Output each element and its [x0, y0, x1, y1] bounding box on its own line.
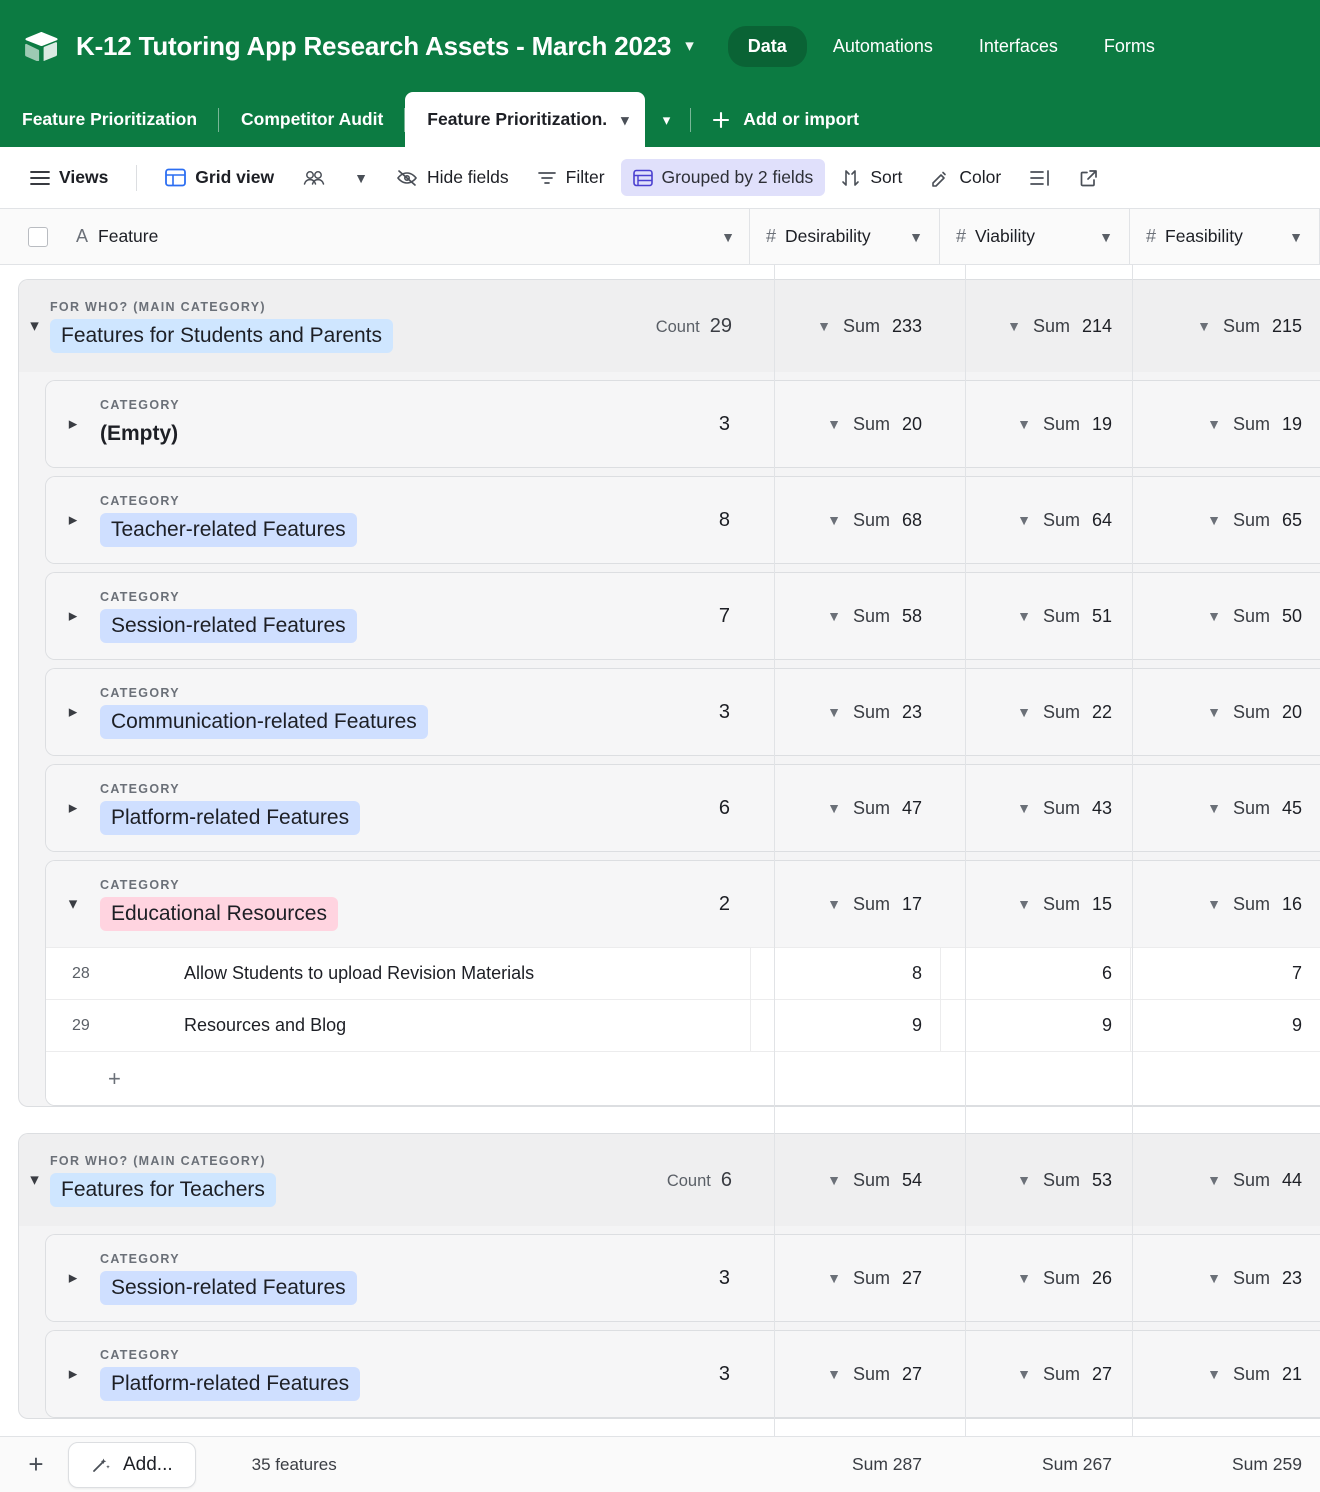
nav-item-interfaces[interactable]: Interfaces [978, 35, 1058, 56]
add-with-ai-button[interactable] [68, 1442, 196, 1488]
chevron-down-icon: ▼ [1207, 1270, 1221, 1286]
chevron-down-icon: ▼ [1017, 896, 1031, 912]
subgroup-sum-viability[interactable] [940, 1331, 1130, 1417]
subgroup-field-name: CATEGORY [100, 781, 180, 796]
subgroup-header[interactable] [46, 1235, 1320, 1321]
subgroup-header[interactable] [46, 765, 1320, 851]
sum-label: Sum [1042, 797, 1080, 818]
chevron-down-icon: ▼ [1207, 416, 1221, 432]
checkbox-icon [28, 227, 48, 247]
add-or-import-button[interactable] [693, 92, 877, 147]
tab-feature-prioritization[interactable] [0, 92, 219, 147]
sum-value: 54 [901, 1169, 922, 1190]
chevron-down-icon: ▼ [1017, 800, 1031, 816]
chevron-down-icon: ▼ [827, 704, 841, 720]
grid-view-label: Grid view [195, 167, 275, 187]
group-button[interactable] [621, 159, 826, 196]
group-value-pill: Features for Students and Parents [50, 319, 393, 353]
plus-icon: + [108, 1065, 121, 1091]
top-nav [728, 26, 1175, 67]
add-or-import-label: Add or import [743, 109, 859, 129]
sum-value: 21 [1281, 1363, 1302, 1384]
subgroup-field-name: CATEGORY [100, 493, 180, 508]
sort-button[interactable] [829, 159, 914, 196]
sum-label: Sum [1222, 315, 1260, 336]
subgroup-expand-toggle[interactable]: ▸ [68, 1364, 78, 1383]
sum-label: Sum [1232, 509, 1270, 530]
grid-column-header [0, 209, 1320, 265]
sum-value: 45 [1281, 797, 1302, 818]
row-viability[interactable]: 9 [940, 1000, 1130, 1051]
color-label: Color [959, 167, 1002, 187]
eye-slash-icon [396, 169, 418, 187]
sum-label: Sum [842, 315, 880, 336]
select-all-checkbox[interactable] [0, 227, 76, 247]
tab-label: Competitor Audit [241, 109, 384, 129]
subgroup-educational-resources [45, 860, 1320, 1106]
sum-value: 26 [1091, 1267, 1112, 1288]
subgroup-field-name: CATEGORY [100, 877, 180, 892]
column-divider [774, 265, 775, 1492]
magic-wand-icon [91, 1456, 111, 1474]
subgroup-field-name: CATEGORY [100, 685, 180, 700]
subgroup-sum-feasibility[interactable] [1130, 381, 1320, 467]
sum-value: 23 [1281, 1267, 1302, 1288]
chevron-down-icon: ▼ [827, 896, 841, 912]
group-students-parents [18, 279, 1320, 1107]
subgroup-count: 3 [718, 1362, 730, 1385]
chevron-down-icon: ▾ [662, 111, 671, 129]
number-hash-icon: # [956, 226, 967, 246]
subgroup-expand-toggle[interactable]: ▸ [68, 414, 78, 433]
group-count-label: Count [666, 1171, 711, 1190]
sum-value: 65 [1281, 509, 1302, 530]
sum-label: Sum [852, 1363, 890, 1384]
chevron-down-icon: ▼ [827, 1366, 841, 1382]
tab-label: Feature Prioritization [22, 109, 198, 129]
sum-label: Sum [1042, 605, 1080, 626]
sum-label: Sum [1042, 1363, 1080, 1384]
subgroup-header[interactable] [46, 1331, 1320, 1417]
sum-label: Sum [852, 1267, 890, 1288]
subgroup-sum-viability[interactable] [940, 381, 1130, 467]
chevron-down-icon[interactable]: ▾ [685, 36, 694, 55]
sum-value: 27 [1091, 1363, 1112, 1384]
view-collaborators-icon[interactable] [290, 161, 338, 195]
row-feature-name[interactable]: Resources and Blog [184, 1015, 347, 1035]
subgroup-teacher-related-features [45, 476, 1320, 564]
subgroup-sum-feasibility[interactable] [1130, 765, 1320, 851]
subgroup-sum-viability[interactable] [940, 765, 1130, 851]
plus-icon [711, 110, 731, 130]
table-row[interactable] [46, 999, 1320, 1051]
subgroup-sum-viability[interactable] [940, 861, 1130, 947]
sum-value: 58 [901, 605, 922, 626]
sum-label: Sum [1042, 1267, 1080, 1288]
sum-label: Sum [1232, 1267, 1270, 1288]
chevron-down-icon: ▼ [1207, 800, 1221, 816]
sum-label: Sum [1232, 797, 1270, 818]
chevron-down-icon: ▼ [1017, 512, 1031, 528]
group-sum-viability[interactable] [940, 280, 1130, 372]
group-count-label: Count [655, 317, 700, 336]
subgroup-header[interactable] [46, 573, 1320, 659]
row-viability[interactable]: 6 [940, 948, 1130, 999]
sum-label: Sum [852, 605, 890, 626]
sum-value: 43 [1091, 797, 1112, 818]
hamburger-icon [30, 170, 50, 186]
hide-fields-button[interactable] [384, 159, 521, 196]
row-desirability[interactable]: 9 [750, 1000, 940, 1051]
sum-value: 27 [901, 1267, 922, 1288]
sum-value: 23 [901, 701, 922, 722]
row-feasibility[interactable]: 9 [1130, 1000, 1320, 1051]
sum-value: 19 [1281, 413, 1302, 434]
view-toolbar [0, 147, 1320, 209]
group-field-name: FOR WHO? (MAIN CATEGORY) [50, 299, 266, 314]
chevron-down-icon: ▼ [1017, 416, 1031, 432]
subgroup-expand-toggle[interactable]: ▸ [68, 702, 78, 721]
subgroup-header[interactable] [46, 381, 1320, 467]
group-sum-feasibility[interactable] [1130, 1134, 1320, 1226]
chevron-down-icon[interactable]: ▼ [1099, 228, 1113, 245]
add-row-button[interactable] [46, 1051, 1320, 1105]
sum-label: Sum [852, 413, 890, 434]
column-header-feasibility[interactable] [1130, 209, 1320, 264]
subgroup-value-pill: Platform-related Features [100, 1367, 360, 1401]
sum-value: 19 [1091, 413, 1112, 434]
group-sum-viability[interactable] [940, 1134, 1130, 1226]
sum-value: 233 [891, 315, 922, 336]
group-sum-desirability[interactable] [750, 280, 940, 372]
sum-label: Sum [1232, 893, 1270, 914]
tab-feature-prioritization-copy[interactable] [405, 92, 644, 147]
table-tab-strip [0, 92, 1320, 147]
sum-label: Sum [1232, 413, 1270, 434]
views-button[interactable] [18, 159, 120, 196]
row-height-icon[interactable] [1017, 161, 1063, 195]
filter-icon [537, 170, 557, 186]
record-count: 35 features [251, 1454, 337, 1474]
row-desirability[interactable]: 8 [750, 948, 940, 999]
sum-label: Sum [1042, 701, 1080, 722]
subgroup-sum-desirability[interactable] [750, 573, 940, 659]
chevron-down-icon: ▼ [1207, 608, 1221, 624]
subgroup-count: 2 [718, 892, 730, 915]
subgroup-sum-feasibility[interactable] [1130, 573, 1320, 659]
sum-label: Sum [1032, 315, 1070, 336]
footer-sum-feasibility[interactable]: Sum 259 [1231, 1454, 1302, 1474]
subgroup-session-related-features-teachers [45, 1234, 1320, 1322]
chevron-down-icon: ▼ [1017, 704, 1031, 720]
subgroup-count: 3 [718, 412, 730, 435]
chevron-down-icon: ▼ [827, 416, 841, 432]
subgroup-header[interactable] [46, 669, 1320, 755]
chevron-down-icon[interactable]: ▼ [1289, 228, 1303, 245]
nav-item-automations[interactable]: Automations [832, 35, 933, 56]
sum-value: 15 [1091, 893, 1112, 914]
subgroup-sum-desirability[interactable] [750, 1331, 940, 1417]
column-header-viability[interactable] [940, 209, 1130, 264]
subgroup-value-pill: Platform-related Features [100, 801, 360, 835]
view-options-caret[interactable] [342, 162, 380, 194]
tab-overflow-button[interactable] [645, 92, 689, 147]
subgroup-sum-desirability[interactable] [750, 861, 940, 947]
subgroup-empty [45, 380, 1320, 468]
sum-value: 44 [1281, 1169, 1302, 1190]
subgroup-value-pill: Educational Resources [100, 897, 338, 931]
subgroup-sum-desirability[interactable] [750, 381, 940, 467]
footer-sum-viability[interactable]: Sum 267 [1041, 1454, 1112, 1474]
chevron-down-icon: ▼ [1017, 1270, 1031, 1286]
column-divider [1132, 265, 1133, 1492]
grid-footer [0, 1436, 1320, 1492]
sort-icon [841, 169, 861, 187]
sum-value: 17 [901, 893, 922, 914]
chevron-down-icon: ▼ [827, 800, 841, 816]
subgroup-sum-viability[interactable] [940, 477, 1130, 563]
sum-label: Sum [1232, 1363, 1270, 1384]
sum-label: Sum [852, 797, 890, 818]
number-hash-icon: # [766, 226, 777, 246]
sum-label: Sum [1042, 893, 1080, 914]
group-sum-feasibility[interactable] [1130, 280, 1320, 372]
nav-item-forms[interactable]: Forms [1103, 35, 1155, 56]
sum-label: Sum [852, 701, 890, 722]
sum-label: Sum [852, 509, 890, 530]
chevron-down-icon: ▼ [1017, 1172, 1031, 1188]
filter-label: Filter [565, 167, 605, 187]
sum-value: 64 [1091, 509, 1112, 530]
sum-label: Sum [1042, 509, 1080, 530]
column-label: Feature [98, 226, 159, 246]
subgroup-expand-toggle[interactable]: ▸ [68, 798, 78, 817]
subgroup-collapse-toggle[interactable]: ▾ [68, 894, 78, 913]
sum-value: 47 [901, 797, 922, 818]
sum-label: Sum [852, 1169, 890, 1190]
chevron-down-icon: ▼ [1207, 896, 1221, 912]
chevron-down-icon[interactable]: ▼ [721, 228, 735, 245]
subgroup-sum-desirability[interactable] [750, 1235, 940, 1321]
subgroup-sum-viability[interactable] [940, 573, 1130, 659]
toolbar-divider [136, 165, 137, 191]
subgroup-session-related-features [45, 572, 1320, 660]
sum-value: 20 [901, 413, 922, 434]
subgroup-count: 6 [718, 796, 730, 819]
paint-icon [930, 169, 950, 187]
tab-label: Feature Prioritization. [427, 109, 608, 129]
text-A-icon: A [76, 226, 89, 246]
subgroup-count: 3 [718, 700, 730, 723]
sum-value: 22 [1091, 701, 1112, 722]
chevron-down-icon: ▼ [1207, 1172, 1221, 1188]
column-label: Viability [975, 226, 1036, 246]
chevron-down-icon: ▼ [354, 169, 368, 186]
subgroup-sum-feasibility[interactable] [1130, 1331, 1320, 1417]
chevron-down-icon: ▼ [827, 512, 841, 528]
column-label: Feasibility [1165, 226, 1243, 246]
subgroup-platform-related-features-teachers [45, 1330, 1320, 1418]
airtable-logo-icon[interactable] [24, 29, 58, 63]
add-with-ai-label: Add... [123, 1453, 173, 1475]
subgroup-platform-related-features [45, 764, 1320, 852]
chevron-down-icon: ▼ [1007, 318, 1021, 334]
subgroup-value-pill: Session-related Features [100, 1271, 357, 1305]
subgroup-expand-toggle[interactable]: ▸ [68, 606, 78, 625]
subgroup-sum-desirability[interactable] [750, 477, 940, 563]
row-feature-name[interactable]: Allow Students to upload Revision Materials [184, 963, 535, 983]
group-count-value: 29 [709, 314, 732, 337]
add-record-button[interactable]: + [28, 1449, 44, 1479]
subgroup-sum-desirability[interactable] [750, 765, 940, 851]
nav-item-data[interactable]: Data [728, 26, 807, 67]
group-count [656, 315, 732, 338]
subgroup-sum-viability[interactable] [940, 1235, 1130, 1321]
chevron-down-icon: ▼ [1017, 608, 1031, 624]
subgroup-expand-toggle[interactable]: ▸ [68, 1268, 78, 1287]
column-header-desirability[interactable] [750, 209, 940, 264]
hide-fields-label: Hide fields [426, 167, 509, 187]
subgroup-sum-feasibility[interactable] [1130, 669, 1320, 755]
subgroup-value-pill: (Empty) [100, 421, 179, 445]
chevron-down-icon: ▼ [1207, 512, 1221, 528]
group-header[interactable] [19, 280, 1320, 372]
sum-label: Sum [1232, 605, 1270, 626]
row-feasibility[interactable]: 7 [1130, 948, 1320, 999]
sum-value: 51 [1091, 605, 1112, 626]
chevron-down-icon: ▼ [827, 608, 841, 624]
group-header[interactable] [19, 1134, 1320, 1226]
chevron-down-icon: ▼ [817, 318, 831, 334]
sum-label: Sum [852, 893, 890, 914]
sum-value: 27 [901, 1363, 922, 1384]
column-header-feature[interactable] [76, 209, 750, 264]
chevron-down-icon: ▼ [1017, 1366, 1031, 1382]
subgroup-sum-feasibility[interactable] [1130, 861, 1320, 947]
page-title: K-12 Tutoring App Research Assets - March 2023 [76, 30, 672, 61]
group-count-value: 6 [720, 1168, 732, 1191]
subgroup-value-pill: Session-related Features [100, 609, 357, 643]
subgroup-header[interactable] [46, 477, 1320, 563]
sum-value: 16 [1281, 893, 1302, 914]
sum-value: 214 [1081, 315, 1112, 336]
subgroup-field-name: CATEGORY [100, 589, 180, 604]
subgroup-field-name: CATEGORY [100, 397, 180, 412]
footer-sum-desirability[interactable]: Sum 287 [851, 1454, 922, 1474]
chevron-down-icon: ▼ [827, 1172, 841, 1188]
chevron-down-icon: ▼ [1207, 1366, 1221, 1382]
chevron-down-icon: ▼ [1207, 704, 1221, 720]
subgroup-count: 3 [718, 1266, 730, 1289]
filter-button[interactable] [525, 159, 617, 196]
sum-value: 20 [1281, 701, 1302, 722]
subgroup-count: 7 [718, 604, 730, 627]
group-count [667, 1169, 732, 1192]
group-icon [633, 169, 653, 187]
subgroup-value-pill: Communication-related Features [100, 705, 428, 739]
column-divider [965, 265, 966, 1492]
tab-divider [690, 108, 691, 132]
subgroup-field-name: CATEGORY [100, 1251, 180, 1266]
sort-label: Sort [870, 167, 903, 187]
group-sum-desirability[interactable] [750, 1134, 940, 1226]
subgroup-communication-related-features [45, 668, 1320, 756]
subgroup-value-pill: Teacher-related Features [100, 513, 357, 547]
sum-value: 50 [1281, 605, 1302, 626]
subgroup-field-name: CATEGORY [100, 1347, 180, 1362]
subgroup-sum-feasibility[interactable] [1130, 1235, 1320, 1321]
group-value-pill: Features for Teachers [50, 1173, 276, 1207]
sum-value: 53 [1091, 1169, 1112, 1190]
grid-view-button[interactable] [153, 159, 286, 196]
sum-value: 215 [1271, 315, 1302, 336]
subgroup-sum-feasibility[interactable] [1130, 477, 1320, 563]
subgroup-sum-desirability[interactable] [750, 669, 940, 755]
number-hash-icon: # [1146, 226, 1157, 246]
group-collapse-toggle[interactable]: ▾ [30, 1170, 39, 1189]
share-external-icon[interactable] [1067, 161, 1111, 195]
top-bar [0, 0, 1320, 92]
subgroup-sum-viability[interactable] [940, 669, 1130, 755]
subgroup-header[interactable] [46, 861, 1320, 947]
color-button[interactable] [918, 159, 1013, 196]
sum-value: 68 [901, 509, 922, 530]
column-label: Desirability [785, 226, 871, 246]
chevron-down-icon: ▼ [827, 1270, 841, 1286]
table-row[interactable] [46, 947, 1320, 999]
chevron-down-icon[interactable]: ▾ [621, 111, 629, 129]
group-label: Grouped by 2 fields [661, 167, 814, 187]
row-number: 28 [72, 964, 90, 982]
sum-label: Sum [1232, 1169, 1270, 1190]
group-field-name: FOR WHO? (MAIN CATEGORY) [50, 1153, 266, 1168]
chevron-down-icon: ▼ [1197, 318, 1211, 334]
grid-icon [165, 168, 186, 187]
subgroup-expand-toggle[interactable]: ▸ [68, 510, 78, 529]
row-number: 29 [72, 1016, 90, 1034]
grid-body [0, 265, 1320, 1492]
sum-label: Sum [1042, 413, 1080, 434]
views-label: Views [59, 167, 109, 187]
sum-label: Sum [1232, 701, 1270, 722]
sum-label: Sum [1042, 1169, 1080, 1190]
group-teachers [18, 1133, 1320, 1419]
tab-competitor-audit[interactable] [219, 92, 405, 147]
chevron-down-icon[interactable]: ▼ [909, 228, 923, 245]
group-collapse-toggle[interactable]: ▾ [30, 316, 39, 335]
subgroup-count: 8 [718, 508, 730, 531]
